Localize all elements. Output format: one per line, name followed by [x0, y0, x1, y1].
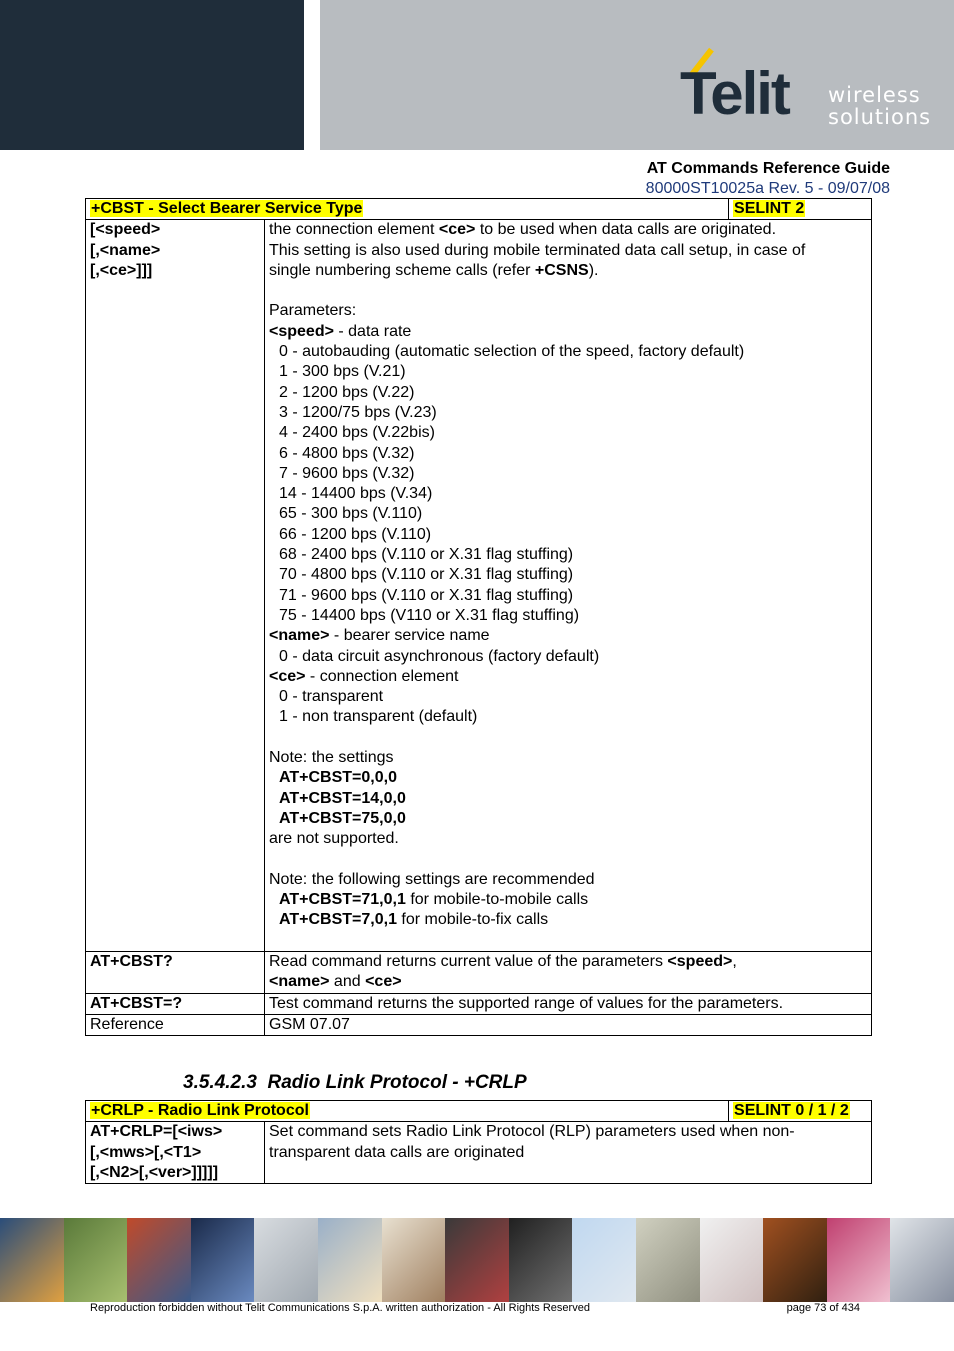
command-description: Set command sets Radio Link Protocol (RLP) parameters used when non- transparent data calls are originated	[265, 1122, 872, 1184]
list-item: 4 - 2400 bps (V.22bis)	[279, 424, 435, 442]
reference-row	[86, 1014, 872, 1035]
section-heading	[183, 1072, 527, 1094]
crlp-table	[85, 1100, 872, 1184]
reference-value: GSM 07.07	[265, 1014, 872, 1035]
set-command-row	[86, 1122, 872, 1184]
command-title: +CRLP - Radio Link Protocol	[91, 1102, 309, 1119]
section-title: Radio Link Protocol - +CRLP	[267, 1072, 527, 1093]
list-item: 0 - transparent	[279, 688, 384, 706]
test-command: AT+CBST=?	[86, 993, 265, 1014]
list-item: 66 - 1200 bps (V.110)	[279, 525, 432, 543]
footer	[90, 1302, 860, 1314]
list-item: AT+CBST=75,0,0	[279, 809, 406, 827]
note-unsupported: Note: the settings	[269, 749, 394, 767]
command-syntax: [<speed> [,<name> [,<ce>]]]	[86, 220, 265, 952]
list-item: AT+CBST=0,0,0	[279, 769, 397, 787]
test-description: Test command returns the supported range of values for the parameters.	[265, 993, 872, 1014]
cbst-table	[85, 198, 872, 1036]
list-item: 14 - 14400 bps (V.34)	[279, 485, 433, 503]
read-command: AT+CBST?	[86, 951, 265, 993]
logo-tagline: wireless solutions	[828, 83, 932, 129]
name-value-list	[269, 647, 867, 667]
doc-title: AT Commands Reference Guide	[646, 160, 890, 177]
command-syntax: AT+CRLP=[<iws> [,<mws>[,<T1> [,<N2>[,<ver>]]]]]	[86, 1122, 265, 1184]
list-item: 1 - non transparent (default)	[279, 708, 478, 726]
list-item: 6 - 4800 bps (V.32)	[279, 444, 415, 462]
ce-value-list	[269, 687, 867, 728]
read-command-row	[86, 951, 872, 993]
param-name: <name> - bearer service name	[269, 627, 490, 645]
copyright-notice: Reproduction forbidden without Telit Communications S.p.A. written authorization - All Rights Reserved	[90, 1302, 590, 1314]
list-item: 65 - 300 bps (V.110)	[279, 505, 423, 523]
test-command-row	[86, 993, 872, 1014]
telit-logo	[676, 44, 936, 134]
header-dark-panel	[0, 0, 304, 150]
list-item: 1 - 300 bps (V.21)	[279, 363, 406, 381]
list-item: 0 - autobauding (automatic selection of the speed, factory default)	[279, 343, 745, 361]
param-ce: <ce> - connection element	[269, 667, 459, 685]
command-description: the connection element <ce> to be used when data calls are originated. This setting is also used during mobile terminated data call setup, in case of single numbering scheme calls (refer +CSNS). Parameters: <speed> - data rate 0 - autobauding (automatic selection of the speed, factory default) 1 - 300 bps (V.21) 2 - 1200 bps (V.22) 3 - 1200/75 bps (V.23) 4 - 2400 bps (V.22bis) 6 - 4800 bps (V.32) 7 - 9600 bps (V.32) 14 - 14400 bps (V.34) 65 - 300 bps (V.110) 66 - 1200 bps (V.110) 68 - 2400 bps (V.110 or X.31 flag stuffing) 70 - 4800 bps (V.110 or X.31 flag stuffing) 71 - 9600 bps (V.110 or X.31 flag stuffing) 75 - 14400 bps (V110 or X.31 flag stuffing) <name> - bearer service name 0 - data circuit asynchronous (factory default) <ce> - connection element 0 - transparent 1 - non transparent (default) Note: the settings AT+CBST=0,0,0 AT+CBST=14,0,0 AT+CBST=75,0,0 are not supported. Note: the following settings are recommended AT+CBST=71,0,1 for mobile-to-mobile calls AT+CBST=7,0,1 for mobile-to-fix calls	[265, 220, 872, 952]
selint-badge: SELINT 0 / 1 / 2	[734, 1102, 849, 1119]
list-item: 68 - 2400 bps (V.110 or X.31 flag stuffing)	[279, 546, 574, 564]
list-item: 2 - 1200 bps (V.22)	[279, 383, 415, 401]
param-speed: <speed> - data rate	[269, 322, 412, 340]
table-header-row	[86, 199, 872, 220]
page-number: page 73 of 434	[786, 1302, 860, 1314]
list-item: 75 - 14400 bps (V110 or X.31 flag stuffing)	[279, 606, 580, 624]
list-item: 3 - 1200/75 bps (V.23)	[279, 403, 437, 421]
speed-value-list	[269, 342, 867, 626]
command-title: +CBST - Select Bearer Service Type	[91, 200, 363, 217]
list-item: 70 - 4800 bps (V.110 or X.31 flag stuffing)	[279, 566, 574, 584]
list-item: AT+CBST=14,0,0	[279, 789, 406, 807]
footer-photo-strip	[0, 1218, 954, 1302]
section-number: 3.5.4.2.3	[183, 1072, 257, 1093]
reference-label: Reference	[86, 1014, 265, 1035]
note-recommended: Note: the following settings are recommended	[269, 870, 595, 888]
parameters-label: Parameters:	[269, 302, 357, 320]
doc-reference: 80000ST10025a Rev. 5 - 09/07/08	[645, 180, 890, 197]
set-command-row	[86, 220, 872, 952]
doc-title-block	[646, 159, 890, 199]
list-item: 71 - 9600 bps (V.110 or X.31 flag stuffing)	[279, 586, 574, 604]
list-item: 0 - data circuit asynchronous (factory default)	[279, 647, 600, 665]
list-item: 7 - 9600 bps (V.32)	[279, 464, 415, 482]
unsupported-settings-list	[269, 768, 867, 829]
table-header-row	[86, 1101, 872, 1122]
logo-brand: Telit	[680, 60, 789, 127]
read-description: Read command returns current value of the parameters <speed>, <name> and <ce>	[265, 951, 872, 993]
selint-badge: SELINT 2	[734, 200, 805, 217]
